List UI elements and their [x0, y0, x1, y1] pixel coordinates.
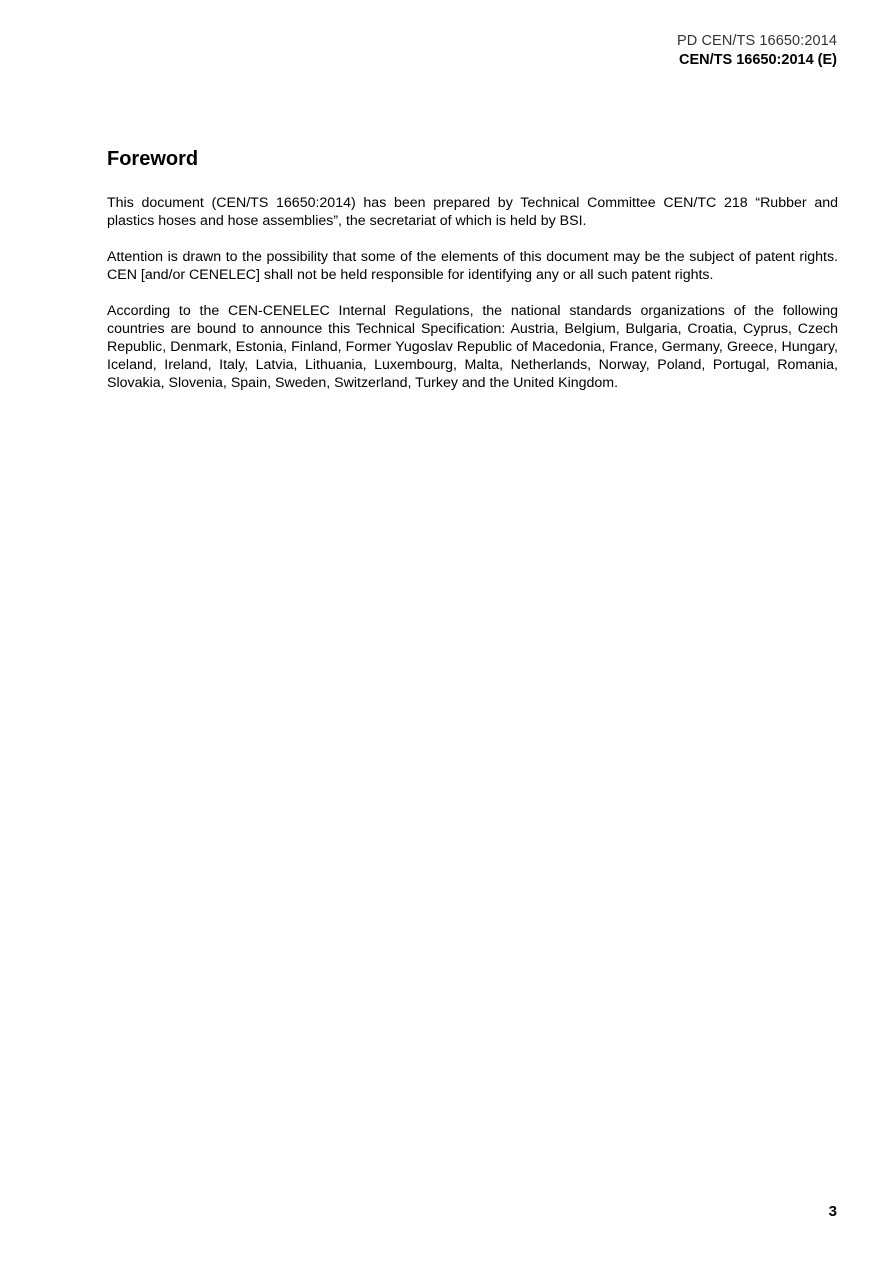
page-number: 3: [828, 1203, 837, 1220]
section-title: Foreword: [107, 148, 199, 170]
foreword-paragraph-1: This document (CEN/TS 16650:2014) has been prepared by Technical Committee CEN/TC 218 “Rubber and plastics hoses and hose assemblies”, the secretariat of which is held by BSI.: [107, 195, 838, 229]
foreword-paragraph-3: According to the CEN-CENELEC Internal Regulations, the national standards organizations of the following countries are bound to announce this Technical Specification: Austria, Belgium, Bulgaria, Croatia, Cyprus, Czech Republic, Denmark, Estonia, Finland, Former Yugoslav Republic of Macedonia, France, Germany, Greece, Hungary, Iceland, Ireland, Italy, Latvia, Lithuania, Luxembourg, Malta, Netherlands, Norway, Poland, Portugal, Romania, Slovakia, Slovenia, Spain, Sweden, Switzerland, Turkey and the United Kingdom.: [107, 303, 838, 391]
foreword-paragraph-2: Attention is drawn to the possibility that some of the elements of this document may be the subject of patent rights. CEN [and/or CENELEC] shall not be held responsible for identifying any or all such patent rights.: [107, 249, 838, 283]
cen-reference: CEN/TS 16650:2014 (E): [679, 52, 837, 68]
pd-reference: PD CEN/TS 16650:2014: [677, 33, 837, 49]
page-header: [677, 32, 837, 70]
foreword-section: [107, 146, 838, 410]
